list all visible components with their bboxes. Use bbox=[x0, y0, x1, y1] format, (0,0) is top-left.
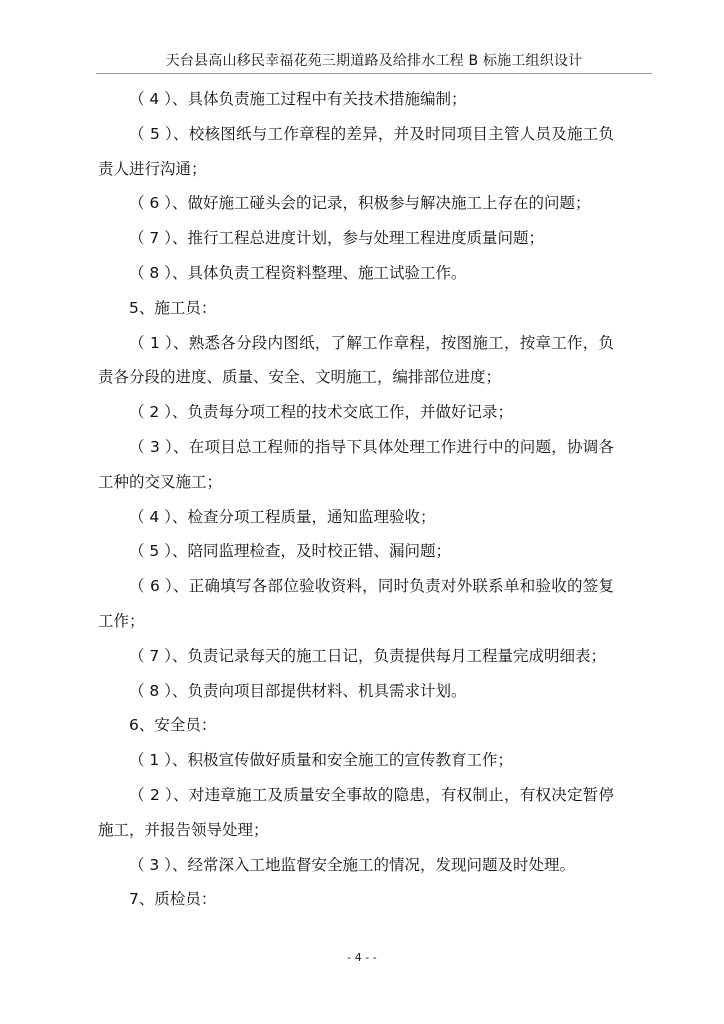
paragraph: （ 1 ）、熟悉各分段内图纸，了解工作章程，按图施工，按章工作，负责各分段的进度、质量、安全、文明施工，编排部位进度； bbox=[98, 333, 614, 387]
paragraph: （ 8 ）、具体负责工程资料整理、施工试验工作。 bbox=[129, 263, 467, 282]
paragraph: （ 4 ）、具体负责施工过程中有关技术措施编制； bbox=[129, 90, 467, 108]
paragraph: （ 5 ）、校核图纸与工作章程的差异，并及时同项目主管人员及施工负责人进行沟通； bbox=[98, 124, 614, 178]
paragraph: （ 2 ）、负责每分项工程的技术交底工作，并做好记录； bbox=[129, 403, 513, 422]
paragraph: （ 5 ）、陪同监理检查，及时校正错、漏问题； bbox=[129, 542, 451, 561]
section-heading: 5、施工员： bbox=[129, 298, 217, 317]
header-divider bbox=[96, 73, 652, 74]
paragraph: （ 7 ）、负责记录每天的施工日记，负责提供每月工程量完成明细表； bbox=[129, 646, 606, 665]
paragraph: （ 3 ）、在项目总工程师的指导下具体处理工作进行中的问题，协调各工种的交叉施工； bbox=[98, 437, 614, 491]
section-heading: 6、安全员： bbox=[129, 716, 217, 735]
section-heading: 7、质检员： bbox=[129, 890, 217, 909]
paragraph: （ 1 ）、积极宣传做好质量和安全施工的宣传教育工作； bbox=[129, 751, 513, 770]
paragraph: （ 2 ）、对违章施工及质量安全事故的隐患，有权制止，有权决定暂停施工，并报告领导处理； bbox=[98, 785, 614, 839]
page-number: - 4 - - bbox=[347, 951, 377, 964]
paragraph: （ 8 ）、负责向项目部提供材料、机具需求计划。 bbox=[129, 681, 467, 700]
document-body bbox=[98, 82, 614, 917]
paragraph: （ 4 ）、检查分项工程质量，通知监理验收； bbox=[129, 507, 436, 526]
paragraph: （ 6 ）、正确填写各部位验收资料，同时负责对外联系单和验收的签复工作； bbox=[98, 577, 614, 630]
paragraph: （ 3 ）、经常深入工地监督安全施工的情况，发现问题及时处理。 bbox=[129, 855, 575, 874]
page-header-title: 天台县高山移民幸福花苑三期道路及给排水工程 B 标施工组织设计 bbox=[165, 53, 583, 69]
paragraph: （ 6 ）、做好施工碰头会的记录，积极参与解决施工上存在的问题； bbox=[129, 194, 591, 213]
paragraph: （ 7 ）、推行工程总进度计划，参与处理工程进度质量问题； bbox=[129, 229, 544, 248]
